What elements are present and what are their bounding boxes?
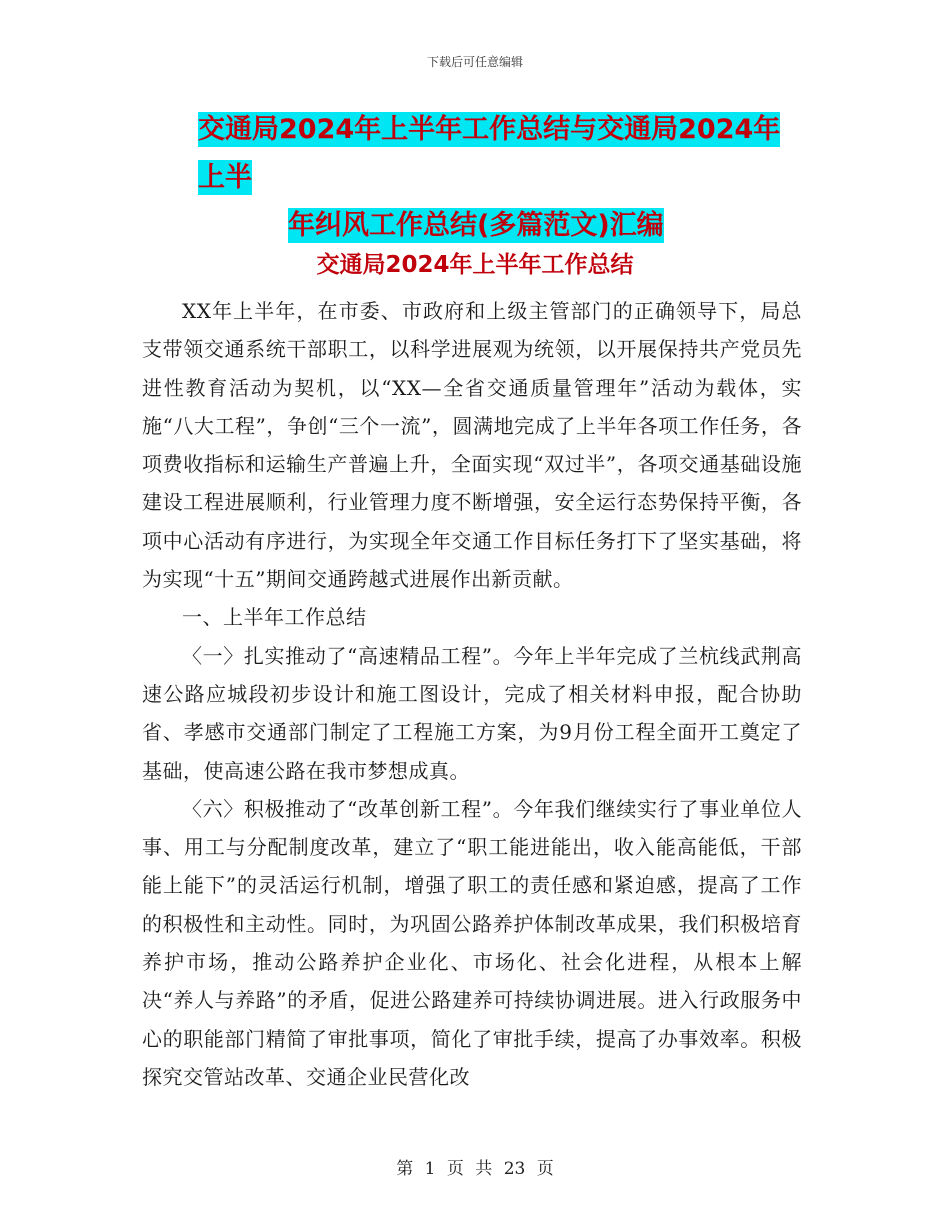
document-title-line-2 [140, 202, 800, 250]
body-text [142, 292, 802, 1096]
title-highlight-1: 交通局2024年上半年工作总结与交通局2024年上半 [198, 114, 781, 193]
document-title-line-1 [140, 106, 800, 202]
paragraph-heading-1: 一、上半年工作总结 [182, 605, 367, 630]
paragraph-intro: XX年上半年，在市委、市政府和上级主管部门的正确领导下，局总支带领交通系统干部职工，以科学进展观为统领，以开展保持共产党员先进性教育活动为契机，以“XX—全省交通质量管理年”活动为载体，实施“八大工程”，争创“三个一流”，圆满地完成了上半年各项工作任务，各项费收指标和运输生产普遍上升，全面实现“双过半”，各项交通基础设施建设工程进展顺利，行业管理力度不断增强，安全运行态势保持平衡，各项中心活动有序进行，为实现全年交通工作目标任务打下了坚实基础，将为实现“十五”期间交通跨越式进展作出新贡献。 [142, 299, 802, 592]
document-title [140, 106, 800, 250]
page-footer: 第 1 页 共 23 页 [396, 1159, 554, 1179]
header-note: 下载后可任意编辑 [426, 55, 523, 69]
section-title: 交通局2024年上半年工作总结 [316, 252, 634, 278]
paragraph-item-6: 〈六〉积极推动了“改革创新工程”。今年我们继续实行了事业单位人事、用工与分配制度改革，建立了“职工能进能出，收入能高能低，干部能上能下”的灵活运行机制，增强了职工的责任感和紧迫感，提高了工作的积极性和主动性。同时，为巩固公路养护体制改革成果，我们积极培育养护市场，推动公路养护企业化、市场化、社会化进程，从根本上解决“养人与养路”的矛盾，促进公路建养可持续协调进展。进入行政服务中心的职能部门精简了审批事项，简化了审批手续，提高了办事效率。积极探究交管站改革、交通企业民营化改 [142, 796, 802, 1089]
title-highlight-2: 年纠风工作总结(多篇范文)汇编 [288, 210, 664, 241]
paragraph-item-1: 〈一〉扎实推动了“高速精品工程”。今年上半年完成了兰杭线武荆高速公路应城段初步设计和施工图设计，完成了相关材料申报，配合协助省、孝感市交通部门制定了工程施工方案，为9月份工程全面开工奠定了基础，使高速公路在我市梦想成真。 [142, 643, 802, 783]
